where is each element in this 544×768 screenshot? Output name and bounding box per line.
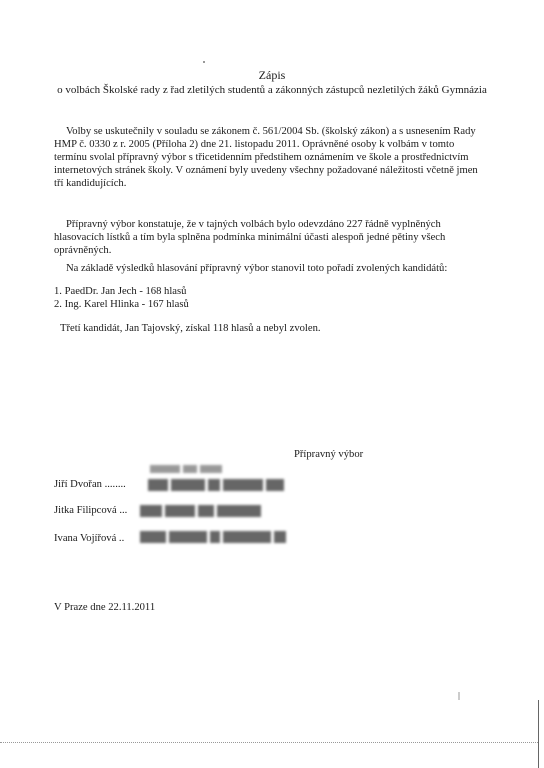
- document-subtitle: o volbách Školské rady z řad zletilých studentů a zákonných zástupců nezletilých žáků Gymnázia: [57, 84, 487, 96]
- committee-member-2: Jitka Filipcová ...: [54, 505, 128, 516]
- scan-edge: [538, 700, 539, 768]
- committee-member-1: Jiří Dvořan ........: [54, 479, 126, 490]
- paragraph-third-candidate: Třetí kandidát, Jan Tajovský, získal 118 hlasů a nebyl zvolen.: [60, 323, 321, 334]
- document-title: Zápis: [258, 68, 286, 82]
- paragraph-turnout: Přípravný výbor konstatuje, že v tajných volbách bylo odevzdáno 227 řádně vyplněných hlasovacích lístků a tím byla splněna podmínka minimální účasti alespoň jedné pětiny všech oprávněných.: [54, 219, 446, 256]
- signature-redacted-1: [148, 478, 293, 490]
- elected-candidate-2: 2. Ing. Karel Hlinka - 167 hlasů: [54, 299, 189, 310]
- document-date: V Praze dne 22.11.2011: [54, 602, 156, 613]
- committee-member-3: Ivana Vojířová ..: [54, 533, 125, 544]
- signature-redacted-2: [140, 504, 290, 516]
- signature-redacted-1-top: [150, 460, 260, 468]
- committee-label: Přípravný výbor: [294, 449, 364, 460]
- scan-bottom-line: [0, 742, 538, 744]
- elected-candidate-1: 1. PaedDr. Jan Jech - 168 hlasů: [54, 286, 187, 297]
- scan-dot: [203, 61, 205, 63]
- signature-redacted-3: [140, 530, 300, 542]
- elected-candidates-list: [54, 285, 189, 311]
- paragraph-election-info: Volby se uskutečnily v souladu se zákonem č. 561/2004 Sb. (školský zákon) a s usnesením Rady HMP č. 0330 z r. 2005 (Příloha 2) dne 21. listopadu 2011. Oprávněné osoby k volbám v tomto termínu svolal přípravný výbor s třicetidenním předstihem oznámením ve škole a prostřednictvím internetových stránek školy. V oznámení byly uvedeny všechny požadované náležitosti včetně jmen tří kandidujících.: [54, 126, 478, 189]
- paragraph-results-intro: Na základě výsledků hlasování přípravný výbor stanovil toto pořadí zvolených kandidátů:: [66, 263, 448, 274]
- scan-mark: [458, 692, 460, 700]
